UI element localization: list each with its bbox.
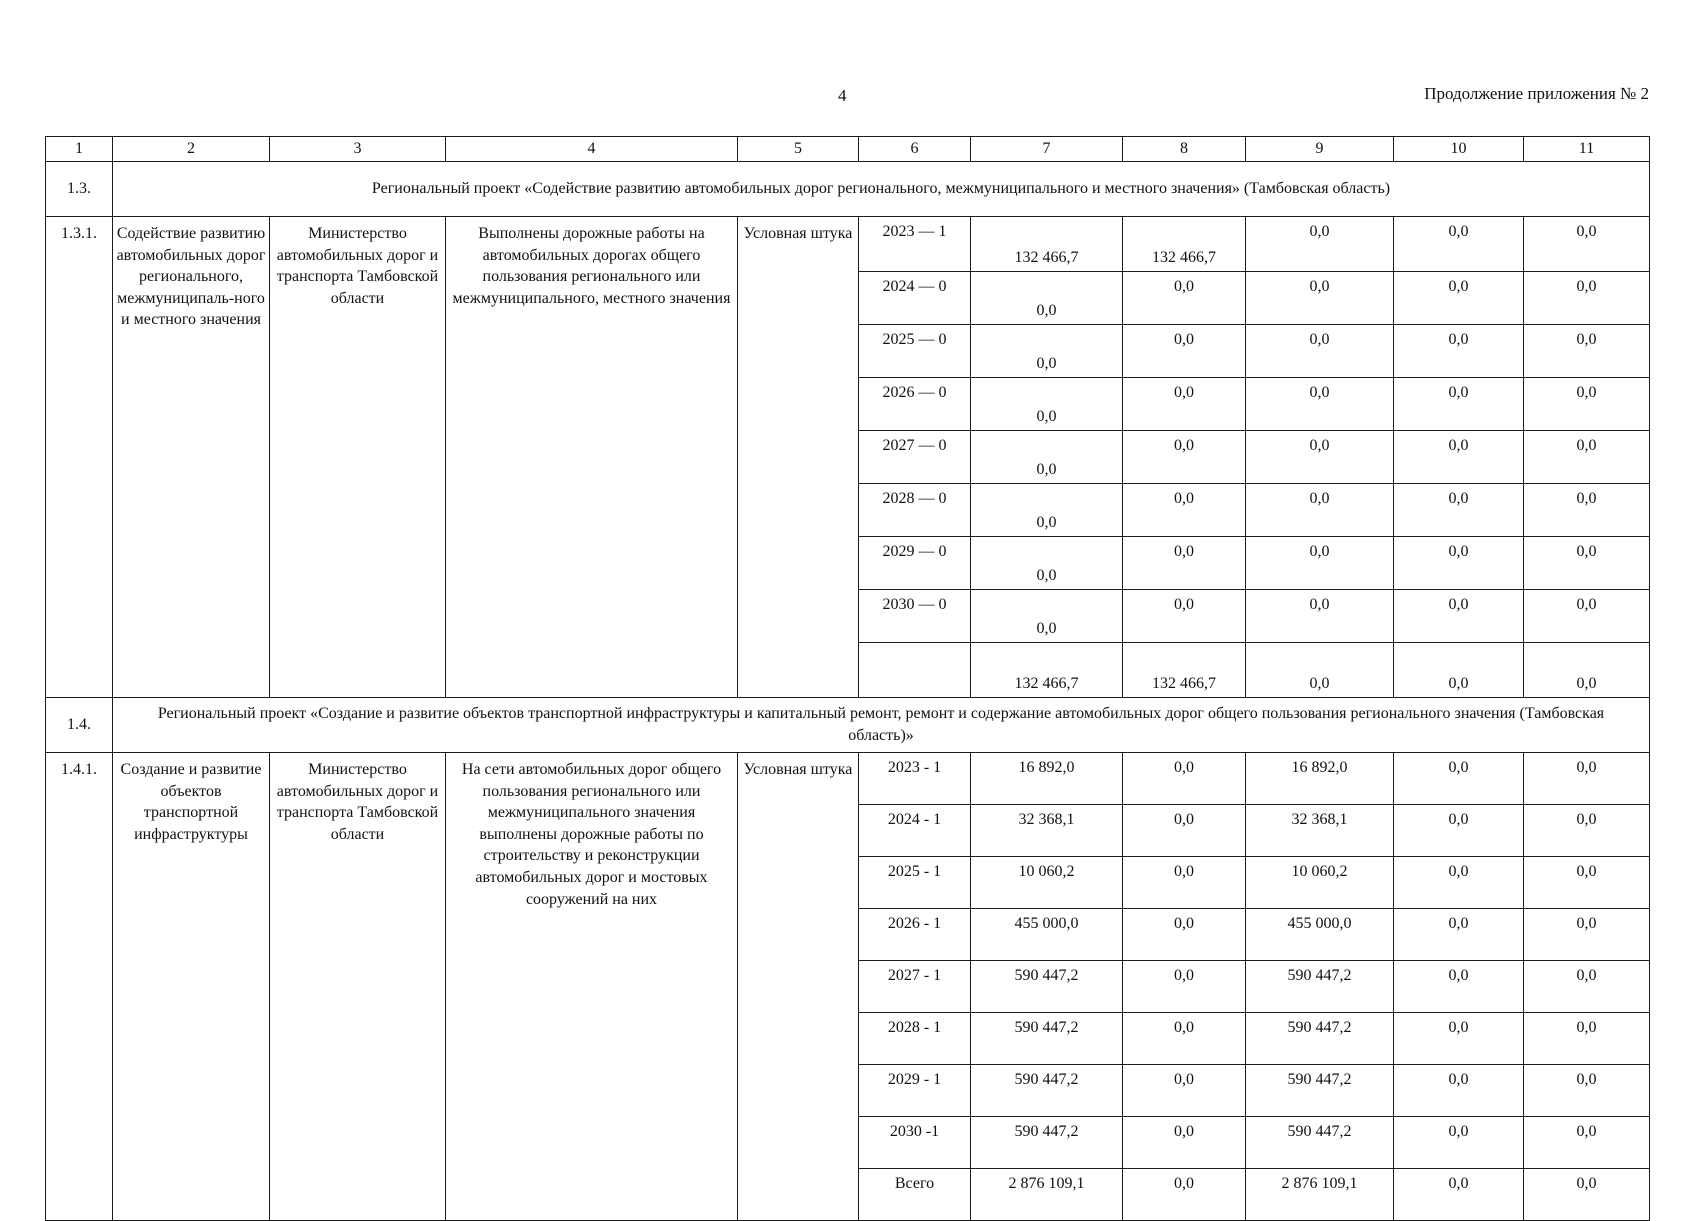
item-code: 1.3.1. xyxy=(46,217,113,698)
value-cell: 0,0 xyxy=(1246,537,1394,590)
year-cell: 2028 — 0 xyxy=(859,484,971,537)
value-cell: 0,0 xyxy=(1246,378,1394,431)
value-cell: 0,0 xyxy=(1123,961,1246,1013)
value-cell: 0,0 xyxy=(1394,805,1524,857)
value-cell: 0,0 xyxy=(1524,431,1650,484)
value-cell: 0,0 xyxy=(1394,537,1524,590)
value-cell: 0,0 xyxy=(971,325,1123,378)
total-value: 2 876 109,1 xyxy=(971,1169,1123,1221)
value-cell: 0,0 xyxy=(1246,590,1394,643)
column-header: 6 xyxy=(859,137,971,162)
column-header: 4 xyxy=(446,137,738,162)
total-value: 0,0 xyxy=(1394,643,1524,698)
value-cell: 10 060,2 xyxy=(1246,857,1394,909)
total-value: 0,0 xyxy=(1123,1169,1246,1221)
value-cell: 0,0 xyxy=(1524,1065,1650,1117)
value-cell: 590 447,2 xyxy=(971,1117,1123,1169)
value-cell: 0,0 xyxy=(1123,378,1246,431)
value-cell: 0,0 xyxy=(1394,1117,1524,1169)
page-number: 4 xyxy=(838,86,847,105)
project-row xyxy=(46,162,1650,217)
value-cell: 590 447,2 xyxy=(1246,1013,1394,1065)
value-cell: 0,0 xyxy=(1246,272,1394,325)
value-cell: 0,0 xyxy=(1123,590,1246,643)
value-cell: 0,0 xyxy=(1123,325,1246,378)
project-title: Региональный проект «Создание и развитие объектов транспортной инфраструктуры и капитальный ремонт, ремонт и содержание автомобильных дорог общего пользования регионального значения (Тамбовская область)» xyxy=(113,698,1650,753)
year-cell: 2029 — 0 xyxy=(859,537,971,590)
year-cell: 2024 - 1 xyxy=(859,805,971,857)
value-cell: 590 447,2 xyxy=(971,1065,1123,1117)
value-cell: 0,0 xyxy=(1394,217,1524,272)
value-cell: 0,0 xyxy=(971,272,1123,325)
value-cell: 0,0 xyxy=(1524,272,1650,325)
year-cell: 2023 - 1 xyxy=(859,753,971,805)
value-cell: 0,0 xyxy=(1394,325,1524,378)
column-header: 9 xyxy=(1246,137,1394,162)
value-cell: 590 447,2 xyxy=(1246,1117,1394,1169)
year-cell: 2025 — 0 xyxy=(859,325,971,378)
value-cell: 0,0 xyxy=(971,484,1123,537)
value-cell: 132 466,7 xyxy=(971,217,1123,272)
item-executor: Министерство автомобильных дорог и транспорта Тамбовской области xyxy=(270,753,446,1221)
item-name: Содействие развитию автомобильных дорог регионального, межмуниципаль-ного и местного значения xyxy=(113,217,270,698)
year-cell: 2023 — 1 xyxy=(859,217,971,272)
value-cell: 0,0 xyxy=(1524,857,1650,909)
value-cell: 0,0 xyxy=(1123,272,1246,325)
column-header: 7 xyxy=(971,137,1123,162)
value-cell: 0,0 xyxy=(1394,1013,1524,1065)
column-header: 3 xyxy=(270,137,446,162)
value-cell: 0,0 xyxy=(1524,961,1650,1013)
value-cell: 0,0 xyxy=(1524,325,1650,378)
value-cell: 32 368,1 xyxy=(971,805,1123,857)
project-row xyxy=(46,698,1650,753)
item-code: 1.4.1. xyxy=(46,753,113,1221)
value-cell: 0,0 xyxy=(1246,484,1394,537)
value-cell: 0,0 xyxy=(1123,857,1246,909)
item-unit: Условная штука xyxy=(738,217,859,698)
value-cell: 0,0 xyxy=(1394,431,1524,484)
year-cell: 2025 - 1 xyxy=(859,857,971,909)
value-cell: 0,0 xyxy=(1394,378,1524,431)
value-cell: 0,0 xyxy=(1394,909,1524,961)
value-cell: 0,0 xyxy=(1394,484,1524,537)
year-cell: 2028 - 1 xyxy=(859,1013,971,1065)
column-header: 1 xyxy=(46,137,113,162)
value-cell: 10 060,2 xyxy=(971,857,1123,909)
total-value: 0,0 xyxy=(1394,1169,1524,1221)
total-label: Всего xyxy=(859,1169,971,1221)
value-cell: 0,0 xyxy=(1524,805,1650,857)
value-cell: 0,0 xyxy=(1123,1117,1246,1169)
value-cell: 0,0 xyxy=(1123,1013,1246,1065)
year-cell: 2026 — 0 xyxy=(859,378,971,431)
total-value: 0,0 xyxy=(1246,643,1394,698)
value-cell: 0,0 xyxy=(1123,753,1246,805)
column-header: 8 xyxy=(1123,137,1246,162)
project-code: 1.4. xyxy=(46,698,113,753)
year-cell: 2029 - 1 xyxy=(859,1065,971,1117)
value-cell: 0,0 xyxy=(1524,909,1650,961)
value-cell: 0,0 xyxy=(971,378,1123,431)
column-header: 11 xyxy=(1524,137,1650,162)
value-cell: 0,0 xyxy=(971,590,1123,643)
item-unit: Условная штука xyxy=(738,753,859,1221)
value-cell: 0,0 xyxy=(1123,1065,1246,1117)
year-cell: 2027 — 0 xyxy=(859,431,971,484)
value-cell: 0,0 xyxy=(1246,431,1394,484)
value-cell: 0,0 xyxy=(1123,805,1246,857)
value-cell: 0,0 xyxy=(1246,325,1394,378)
value-cell: 0,0 xyxy=(1123,537,1246,590)
value-cell: 0,0 xyxy=(1524,484,1650,537)
program-table xyxy=(45,136,1650,1221)
value-cell: 16 892,0 xyxy=(971,753,1123,805)
value-cell: 455 000,0 xyxy=(1246,909,1394,961)
value-cell: 0,0 xyxy=(971,537,1123,590)
value-cell: 0,0 xyxy=(1394,590,1524,643)
value-cell: 0,0 xyxy=(1123,431,1246,484)
column-header: 2 xyxy=(113,137,270,162)
value-cell: 0,0 xyxy=(1524,590,1650,643)
value-cell: 0,0 xyxy=(1524,217,1650,272)
appendix-continuation: Продолжение приложения № 2 xyxy=(1424,84,1649,103)
year-cell: 2024 — 0 xyxy=(859,272,971,325)
table-row xyxy=(46,753,1650,805)
value-cell: 0,0 xyxy=(1524,537,1650,590)
total-value: 0,0 xyxy=(1524,1169,1650,1221)
value-cell: 32 368,1 xyxy=(1246,805,1394,857)
value-cell: 0,0 xyxy=(1394,753,1524,805)
value-cell: 0,0 xyxy=(1394,857,1524,909)
year-cell: 2030 -1 xyxy=(859,1117,971,1169)
value-cell: 0,0 xyxy=(1123,484,1246,537)
value-cell: 0,0 xyxy=(1524,1117,1650,1169)
item-name: Создание и развитие объектов транспортной инфраструктуры xyxy=(113,753,270,1221)
project-code: 1.3. xyxy=(46,162,113,217)
value-cell: 132 466,7 xyxy=(1123,217,1246,272)
item-executor: Министерство автомобильных дорог и транспорта Тамбовской области xyxy=(270,217,446,698)
value-cell: 0,0 xyxy=(1524,753,1650,805)
value-cell: 590 447,2 xyxy=(971,961,1123,1013)
value-cell: 590 447,2 xyxy=(971,1013,1123,1065)
total-label xyxy=(859,643,971,698)
total-value: 2 876 109,1 xyxy=(1246,1169,1394,1221)
value-cell: 455 000,0 xyxy=(971,909,1123,961)
year-cell: 2030 — 0 xyxy=(859,590,971,643)
column-number-row xyxy=(46,137,1650,162)
value-cell: 0,0 xyxy=(1394,1065,1524,1117)
column-header: 5 xyxy=(738,137,859,162)
project-title: Региональный проект «Содействие развитию автомобильных дорог регионального, межмуниципального и местного значения» (Тамбовская область) xyxy=(113,162,1650,217)
value-cell: 590 447,2 xyxy=(1246,1065,1394,1117)
table-row xyxy=(46,217,1650,272)
item-result: Выполнены дорожные работы на автомобильных дорогах общего пользования регионального или межмуниципального, местного значения xyxy=(446,217,738,698)
total-value: 132 466,7 xyxy=(1123,643,1246,698)
value-cell: 0,0 xyxy=(971,431,1123,484)
value-cell: 0,0 xyxy=(1394,961,1524,1013)
value-cell: 0,0 xyxy=(1524,1013,1650,1065)
value-cell: 16 892,0 xyxy=(1246,753,1394,805)
total-value: 0,0 xyxy=(1524,643,1650,698)
value-cell: 0,0 xyxy=(1524,378,1650,431)
item-result: На сети автомобильных дорог общего пользования регионального или межмуниципального значения выполнены дорожные работы по строительству и реконструкции автомобильных дорог и мостовых сооружений на них xyxy=(446,753,738,1221)
total-value: 132 466,7 xyxy=(971,643,1123,698)
value-cell: 0,0 xyxy=(1246,217,1394,272)
value-cell: 590 447,2 xyxy=(1246,961,1394,1013)
value-cell: 0,0 xyxy=(1123,909,1246,961)
column-header: 10 xyxy=(1394,137,1524,162)
value-cell: 0,0 xyxy=(1394,272,1524,325)
year-cell: 2027 - 1 xyxy=(859,961,971,1013)
year-cell: 2026 - 1 xyxy=(859,909,971,961)
